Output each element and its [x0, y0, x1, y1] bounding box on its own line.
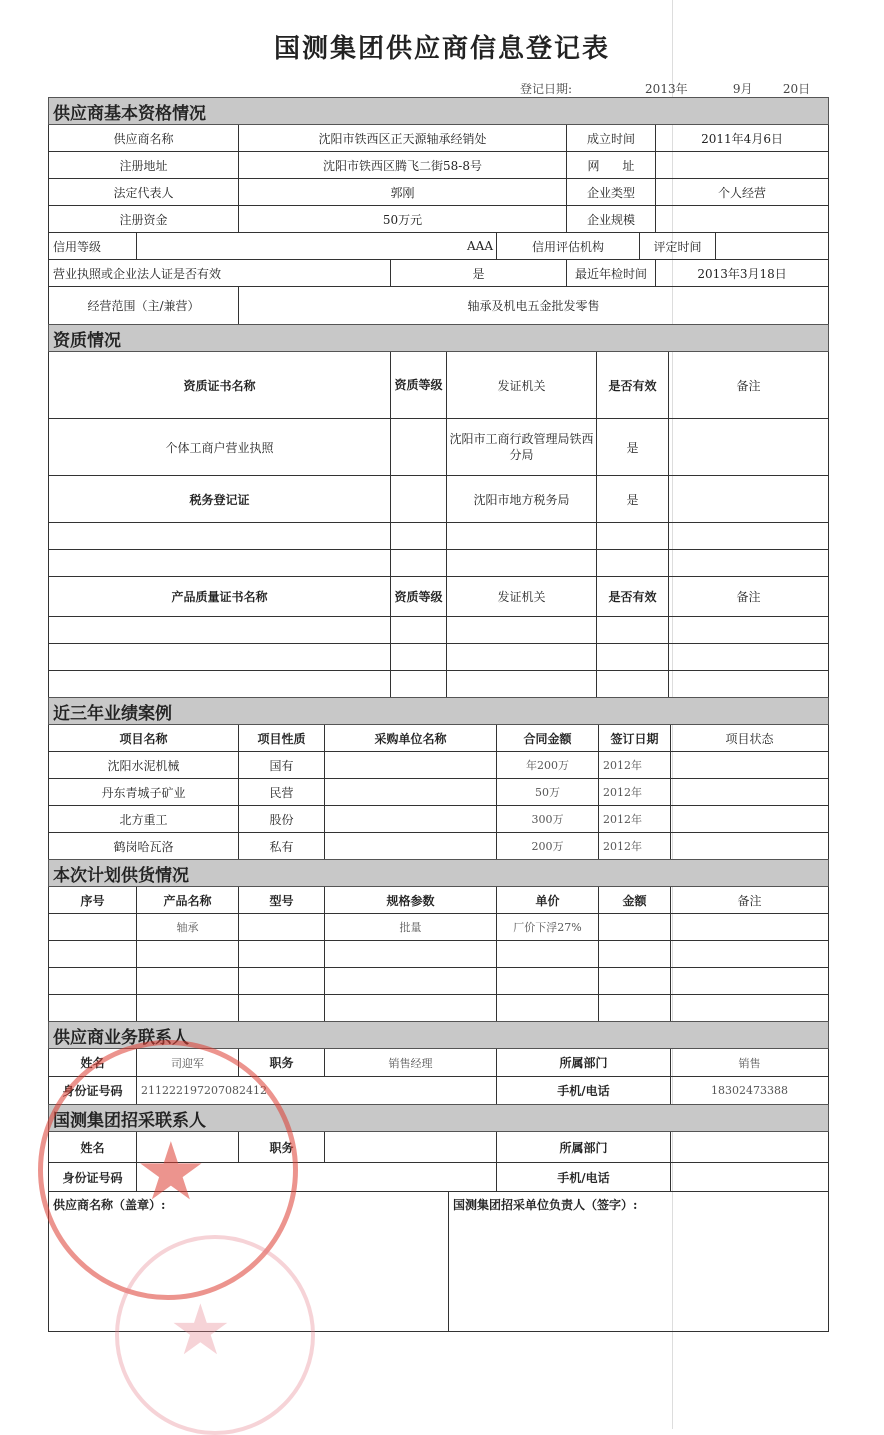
eval-value — [716, 233, 829, 260]
table-row — [49, 833, 829, 860]
qual-header-issuer: 发证机关 — [447, 352, 597, 419]
qual-cert-note — [669, 419, 829, 476]
scope-value: 轴承及机电五金批发零售 — [239, 287, 829, 325]
product-header-issuer: 发证机关 — [447, 577, 597, 617]
section-perf: 近三年业绩案例 — [49, 698, 829, 725]
perf-cell: 股份 — [239, 806, 325, 833]
contact-duty-label: 职务 — [239, 1049, 325, 1077]
plan-cell — [239, 914, 325, 941]
perf-cell: 2012年 — [599, 833, 671, 860]
scale-value — [656, 206, 829, 233]
qual-cert-valid: 是 — [597, 476, 669, 523]
perf-cell — [325, 833, 497, 860]
perf-cell: 北方重工 — [49, 806, 239, 833]
qual-cert-note — [669, 476, 829, 523]
table-row — [49, 941, 829, 968]
perf-cell: 300万 — [497, 806, 599, 833]
perf-cell: 国有 — [239, 752, 325, 779]
section-basic: 供应商基本资格情况 — [49, 98, 829, 125]
perf-header: 项目状态 — [671, 725, 829, 752]
supplier-name: 沈阳市铁西区正天源轴承经销处 — [239, 125, 567, 152]
qual-cert-valid: 是 — [597, 419, 669, 476]
rep-value: 郭刚 — [239, 179, 567, 206]
qual-header-note: 备注 — [669, 352, 829, 419]
scope-label: 经营范围（主/兼营） — [49, 287, 239, 325]
qual-header-name: 资质证书名称 — [49, 352, 391, 419]
qual-header-valid: 是否有效 — [597, 352, 669, 419]
perf-cell: 沈阳水泥机械 — [49, 752, 239, 779]
star-icon: ★ — [135, 1125, 207, 1218]
performance-table — [48, 697, 829, 860]
table-row — [49, 523, 829, 550]
group-id-label: 身份证号码 — [49, 1163, 137, 1192]
perf-cell — [671, 752, 829, 779]
qual-cert-issuer: 沈阳市地方税务局 — [447, 476, 597, 523]
contact-dept: 销售 — [671, 1049, 829, 1077]
section-group: 国测集团招采联系人 — [49, 1105, 829, 1132]
eval-label: 评定时间 — [640, 233, 716, 260]
scale-label: 企业规模 — [567, 206, 656, 233]
contact-name-label: 姓名 — [49, 1049, 137, 1077]
perf-cell — [325, 806, 497, 833]
section-plan: 本次计划供货情况 — [49, 860, 829, 887]
table-row — [49, 617, 829, 644]
table-row — [49, 806, 829, 833]
section-contact: 供应商业务联系人 — [49, 1022, 829, 1049]
addr-value: 沈阳市铁西区腾飞二街58-8号 — [239, 152, 567, 179]
perf-cell — [325, 779, 497, 806]
perf-header: 项目名称 — [49, 725, 239, 752]
qual-header-level: 资质等级 — [391, 352, 447, 419]
inspect-value: 2013年3月18日 — [656, 260, 829, 287]
contact-name: 司迎军 — [137, 1049, 239, 1077]
name-label: 供应商名称 — [49, 125, 239, 152]
group-duty — [325, 1132, 497, 1163]
license-value: 是 — [391, 260, 567, 287]
perf-header: 合同金额 — [497, 725, 599, 752]
table-row — [49, 914, 829, 941]
perf-cell — [671, 806, 829, 833]
perf-cell: 2012年 — [599, 779, 671, 806]
section-qual: 资质情况 — [49, 325, 829, 352]
credit-label: 信用等级 — [49, 233, 137, 260]
plan-header: 序号 — [49, 887, 137, 914]
contact-phone: 18302473388 — [671, 1077, 829, 1105]
group-phone — [671, 1163, 829, 1192]
qual-cert-level — [391, 419, 447, 476]
perf-cell: 200万 — [497, 833, 599, 860]
perf-cell: 鹤岗哈瓦洛 — [49, 833, 239, 860]
perf-cell: 年200万 — [497, 752, 599, 779]
perf-cell: 2012年 — [599, 806, 671, 833]
product-header-valid: 是否有效 — [597, 577, 669, 617]
group-phone-label: 手机/电话 — [497, 1163, 671, 1192]
table-row — [49, 644, 829, 671]
perf-cell — [325, 752, 497, 779]
plan-header: 单价 — [497, 887, 599, 914]
group-signature-label: 国测集团招采单位负责人（签字）: — [449, 1192, 829, 1332]
table-row — [49, 968, 829, 995]
group-name-label: 姓名 — [49, 1132, 137, 1163]
product-header-name: 产品质量证书名称 — [49, 577, 391, 617]
plan-cell: 轴承 — [137, 914, 239, 941]
product-header-note: 备注 — [669, 577, 829, 617]
plan-cell — [599, 914, 671, 941]
plan-cell: 批量 — [325, 914, 497, 941]
group-dept — [671, 1132, 829, 1163]
product-header-level: 资质等级 — [391, 577, 447, 617]
perf-cell: 2012年 — [599, 752, 671, 779]
table-row — [49, 671, 829, 698]
star-icon: ★ — [169, 1289, 232, 1371]
plan-header: 型号 — [239, 887, 325, 914]
perf-cell — [671, 833, 829, 860]
addr-label: 注册地址 — [49, 152, 239, 179]
perf-cell: 50万 — [497, 779, 599, 806]
type-label: 企业类型 — [567, 179, 656, 206]
plan-cell: 厂价下浮27% — [497, 914, 599, 941]
license-label: 营业执照或企业法人证是否有效 — [49, 260, 391, 287]
table-row — [49, 476, 829, 523]
contact-duty: 销售经理 — [325, 1049, 497, 1077]
perf-header: 项目性质 — [239, 725, 325, 752]
plan-cell — [49, 914, 137, 941]
perf-cell: 丹东青城子矿业 — [49, 779, 239, 806]
basic-info-table — [48, 97, 829, 325]
founded-label: 成立时间 — [567, 125, 656, 152]
qual-cert-name: 个体工商户营业执照 — [49, 419, 391, 476]
table-row — [49, 752, 829, 779]
inspect-label: 最近年检时间 — [567, 260, 656, 287]
perf-cell — [671, 779, 829, 806]
qual-cert-name: 税务登记证 — [49, 476, 391, 523]
plan-header: 产品名称 — [137, 887, 239, 914]
group-duty-label: 职务 — [239, 1132, 325, 1163]
perf-header: 采购单位名称 — [325, 725, 497, 752]
qual-cert-issuer: 沈阳市工商行政管理局铁西分局 — [447, 419, 597, 476]
plan-header: 金额 — [599, 887, 671, 914]
plan-header: 规格参数 — [325, 887, 497, 914]
capital-value: 50万元 — [239, 206, 567, 233]
supply-plan-table — [48, 859, 829, 1022]
faded-seal — [115, 1235, 315, 1435]
table-row — [49, 550, 829, 577]
credit-value: AAA — [137, 233, 497, 260]
contact-id-label: 身份证号码 — [49, 1077, 137, 1105]
registration-date: 登记日期: 2013年 9月 20日 — [520, 82, 811, 96]
web-label: 网 址 — [567, 152, 656, 179]
qualification-table — [48, 324, 829, 698]
type-value: 个人经营 — [656, 179, 829, 206]
perf-header: 签订日期 — [599, 725, 671, 752]
agency-label: 信用评估机构 — [497, 233, 640, 260]
plan-header: 备注 — [671, 887, 829, 914]
table-row — [49, 779, 829, 806]
plan-cell — [671, 914, 829, 941]
web-value — [656, 152, 829, 179]
supplier-seal-label: 供应商名称（盖章）: — [49, 1192, 449, 1332]
table-row — [49, 995, 829, 1022]
contact-id: 211222197207082412 — [137, 1077, 497, 1105]
contact-phone-label: 手机/电话 — [497, 1077, 671, 1105]
perf-cell: 民营 — [239, 779, 325, 806]
contact-dept-label: 所属部门 — [497, 1049, 671, 1077]
capital-label: 注册资金 — [49, 206, 239, 233]
rep-label: 法定代表人 — [49, 179, 239, 206]
founded-value: 2011年4月6日 — [656, 125, 829, 152]
perf-cell: 私有 — [239, 833, 325, 860]
qual-cert-level — [391, 476, 447, 523]
table-row — [49, 419, 829, 476]
group-dept-label: 所属部门 — [497, 1132, 671, 1163]
page-title: 国测集团供应商信息登记表 — [273, 34, 610, 64]
